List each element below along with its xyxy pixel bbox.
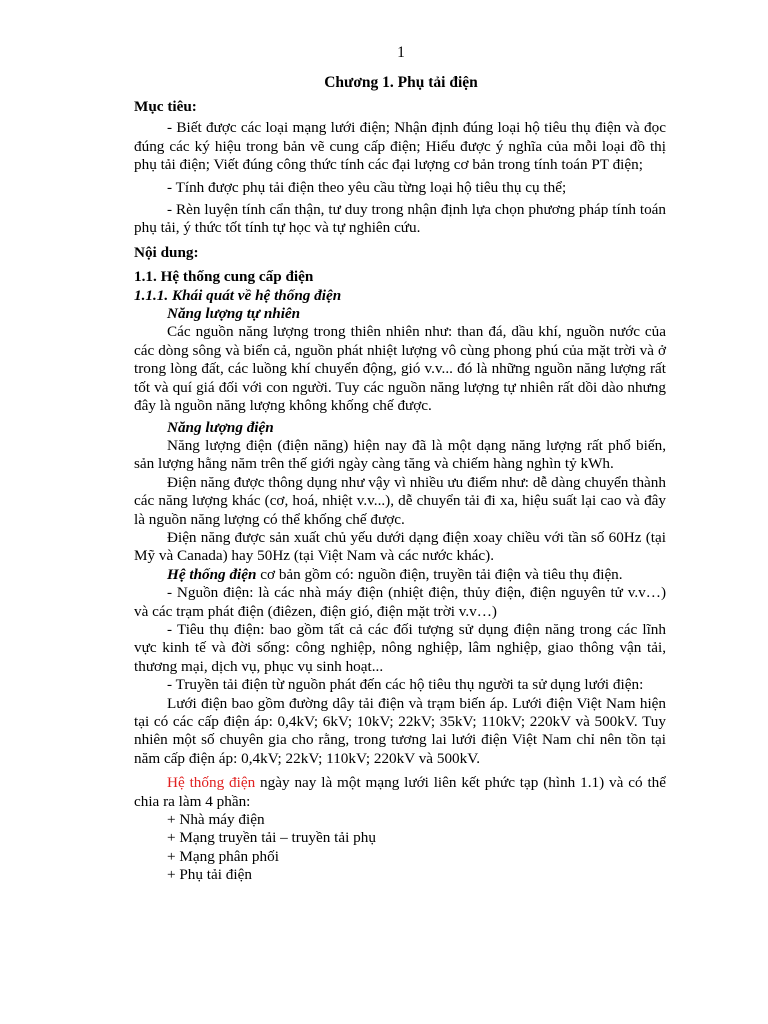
- natural-energy-heading: Năng lượng tự nhiên: [167, 305, 301, 323]
- chapter-title: Chương 1. Phụ tải điện: [324, 74, 478, 91]
- system-part: + Mạng truyền tải – truyền tải phụ: [167, 829, 376, 847]
- grid-paragraph: Lưới điện bao gồm đường dây tải điện và trạm biến áp. Lưới điện Việt Nam hiện tại có các cấp điện áp: 0,4kV; 6kV; 10kV; 22kV; 35kV; 110kV; 220kV và 500kV. Tuy nhiên một số chuyên gia cho rằng, trong tương lai lưới điện Việt Nam chỉ nên tồn tại năm cấp điện áp: 0,4kV; 22kV; 110kV; 220kV và 500kV.: [134, 694, 666, 767]
- objective-item: - Rèn luyện tính cẩn thận, tư duy trong nhận định lựa chọn phương pháp tính toán phụ tải, ý thức tốt tính tự học và tự nghiên cứu.: [134, 201, 666, 237]
- system-part: + Mạng phân phối: [167, 847, 279, 865]
- modern-system-rest: ngày nay là một mạng lưới liên kết phức tạp (hình 1.1) và có thể chia ra làm 4 phần:: [134, 774, 666, 810]
- electric-energy-paragraph: Điện năng được thông dụng như vậy vì nhiều ưu điểm như: dễ dàng chuyển thành các năng lượng khác (cơ, hoá, nhiệt v.v...), dễ chuyển tải đi xa, hiệu suất lại cao và đây là nguồn năng lượng có thể khống chế được.: [134, 473, 666, 528]
- system-part: + Nhà máy điện: [167, 811, 265, 829]
- natural-energy-paragraph: Các nguồn năng lượng trong thiên nhiên như: than đá, dầu khí, nguồn nước của các dòng sông và biển cả, nguồn phát nhiệt lượng vô cùng phong phú của mặt trời và ở trong lòng đất, các luồng khí chuyển động, gió v.v... đó là những nguồn năng lượng rất tốt và quí giá đối với con người. Tuy các nguồn năng lượng tự nhiên rất dồi dào nhưng đây là nguồn năng lượng không khống chế được.: [134, 323, 666, 415]
- objective-item: - Tính được phụ tải điện theo yêu cầu từng loại hộ tiêu thụ cụ thể;: [167, 178, 567, 196]
- power-system-lead-rest: cơ bản gồm có: nguồn điện, truyền tải điện và tiêu thụ điện.: [256, 565, 623, 583]
- objective-item: - Biết được các loại mạng lưới điện; Nhận định đúng loại hộ tiêu thụ điện và đọc đúng các ký hiệu trong bản vẽ cung cấp điện; Hiểu được ý nghĩa của mỗi loại đồ thị phụ tải điện; Viết đúng công thức tính các đại lượng cơ bản trong tính toán PT điện;: [134, 119, 666, 174]
- page-number: 1: [397, 44, 405, 61]
- power-system-lead: Hệ thống điện: [167, 565, 257, 583]
- power-system-item: - Nguồn điện: là các nhà máy điện (nhiệt điện, thủy điện, điện nguyên tử v.v…) và các trạm phát điện (điêzen, điện gió, điện mặt trời v.v…): [134, 584, 666, 620]
- modern-system-lead: Hệ thống điện: [167, 774, 256, 792]
- system-part: + Phụ tải điện: [167, 866, 252, 884]
- electric-energy-paragraph: Năng lượng điện (điện năng) hiện nay đã là một dạng năng lượng rất phổ biến, sản lượng hằng năm trên thế giới ngày càng tăng và chiếm hàng nghìn tỷ kWh.: [134, 436, 666, 473]
- power-system-item: - Truyền tải điện từ nguồn phát đến các hộ tiêu thụ người ta sử dụng lưới điện:: [167, 676, 644, 694]
- electric-energy-paragraph: Điện năng được sản xuất chủ yếu dưới dạng điện xoay chiều với tần số 60Hz (tại Mỹ và Canada) hay 50Hz (tại Việt Nam và các nước khác).: [134, 528, 666, 565]
- subsection-heading-1-1-1: 1.1.1. Khái quát về hệ thống điện: [134, 286, 342, 304]
- content-heading: Nội dung:: [134, 243, 199, 261]
- electric-energy-heading: Năng lượng điện: [167, 418, 274, 436]
- section-heading-1-1: 1.1. Hệ thống cung cấp điện: [134, 268, 314, 286]
- power-system-item: - Tiêu thụ điện: bao gồm tất cả các đối tượng sử dụng điện năng trong các lĩnh vực kinh tế và đời sống: công nghiệp, nông nghiệp, lâm nghiệp, giao thông vận tải, thương mại, dịch vụ, phục vụ sinh hoạt...: [134, 620, 666, 675]
- power-system-intro: [134, 566, 666, 584]
- document-body: [134, 98, 666, 885]
- objectives-heading: Mục tiêu:: [134, 98, 197, 115]
- modern-system-paragraph: [134, 774, 666, 811]
